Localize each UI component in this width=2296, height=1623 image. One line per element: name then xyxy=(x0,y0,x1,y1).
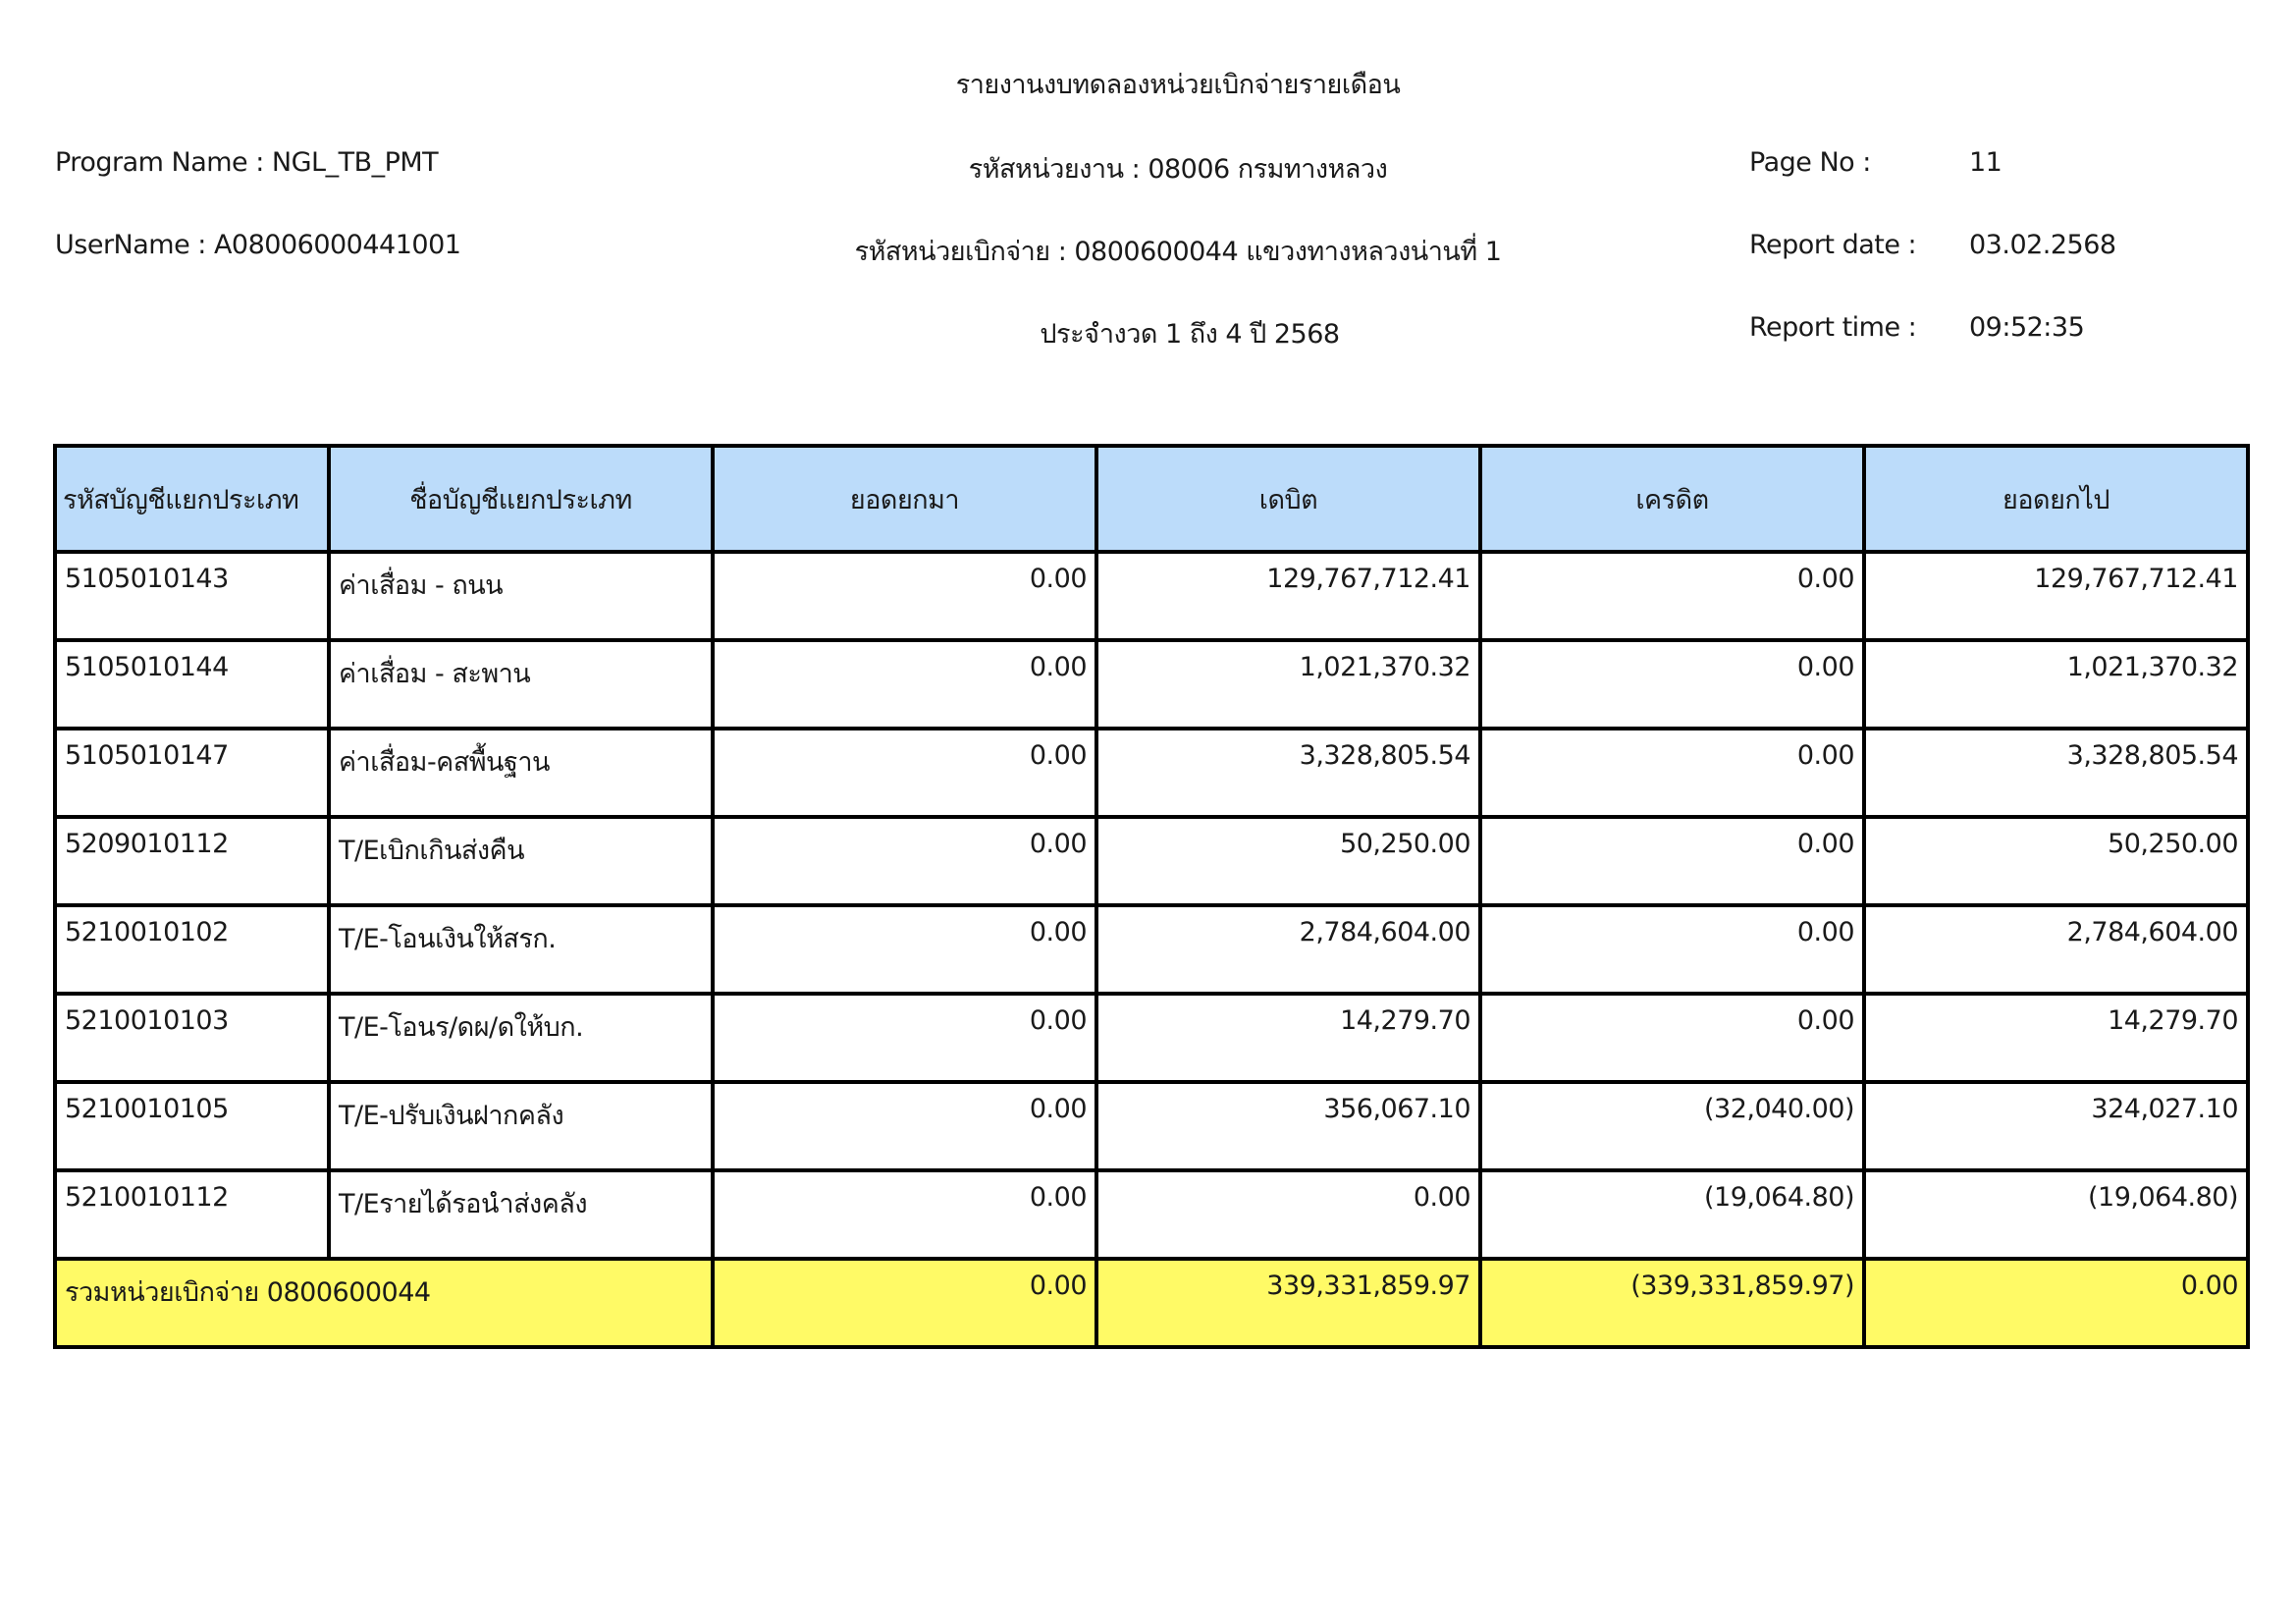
report-date-value: 03.02.2568 xyxy=(1969,230,2116,260)
page-no-label: Page No : xyxy=(1749,147,1871,178)
carried-forward: 3,328,805.54 xyxy=(1864,729,2248,817)
debit: 3,328,805.54 xyxy=(1096,729,1480,817)
total-brought-forward: 0.00 xyxy=(713,1259,1096,1347)
account-name: ค่าเสื่อม - สะพาน xyxy=(329,640,713,729)
brought-forward: 0.00 xyxy=(713,994,1096,1082)
brought-forward: 0.00 xyxy=(713,1082,1096,1170)
debit: 2,784,604.00 xyxy=(1096,905,1480,994)
brought-forward: 0.00 xyxy=(713,729,1096,817)
credit: 0.00 xyxy=(1480,729,1864,817)
report-time-label: Report time : xyxy=(1749,312,1917,343)
account-code: 5210010112 xyxy=(55,1170,329,1259)
account-name: T/E-โอนเงินให้สรก. xyxy=(329,905,713,994)
report-time-value: 09:52:35 xyxy=(1969,312,2085,343)
account-code: 5210010102 xyxy=(55,905,329,994)
account-code: 5105010143 xyxy=(55,552,329,640)
brought-forward: 0.00 xyxy=(713,905,1096,994)
page-no-value: 11 xyxy=(1969,147,2002,178)
credit: 0.00 xyxy=(1480,640,1864,729)
carried-forward: (19,064.80) xyxy=(1864,1170,2248,1259)
account-name: T/E-โอนร/ดผ/ดให้บก. xyxy=(329,994,713,1082)
credit: (19,064.80) xyxy=(1480,1170,1864,1259)
table-row xyxy=(55,905,2248,994)
report-period: ประจำงวด 1 ถึง 4 ปี 2568 xyxy=(1040,319,1340,350)
disbursement-unit: รหัสหน่วยเบิกจ่าย : 0800600044 แขวงทางหลวงน่านที่ 1 xyxy=(854,237,1502,267)
carried-forward: 1,021,370.32 xyxy=(1864,640,2248,729)
table-row xyxy=(55,817,2248,905)
account-code: 5105010147 xyxy=(55,729,329,817)
account-name: ค่าเสื่อม-คสพื้นฐาน xyxy=(329,729,713,817)
table-header-row xyxy=(55,446,2248,552)
account-name: ค่าเสื่อม - ถนน xyxy=(329,552,713,640)
carried-forward: 324,027.10 xyxy=(1864,1082,2248,1170)
col-header-debit: เดบิต xyxy=(1096,446,1480,552)
table-row xyxy=(55,994,2248,1082)
debit: 50,250.00 xyxy=(1096,817,1480,905)
col-header-account-code: รหัสบัญชีแยกประเภท xyxy=(55,446,329,552)
table-row xyxy=(55,640,2248,729)
report-date-label: Report date : xyxy=(1749,230,1917,260)
table-row xyxy=(55,729,2248,817)
carried-forward: 129,767,712.41 xyxy=(1864,552,2248,640)
debit: 14,279.70 xyxy=(1096,994,1480,1082)
col-header-account-name: ชื่อบัญชีแยกประเภท xyxy=(329,446,713,552)
debit: 129,767,712.41 xyxy=(1096,552,1480,640)
carried-forward: 14,279.70 xyxy=(1864,994,2248,1082)
debit: 0.00 xyxy=(1096,1170,1480,1259)
account-code: 5210010105 xyxy=(55,1082,329,1170)
brought-forward: 0.00 xyxy=(713,640,1096,729)
col-header-credit: เครดิต xyxy=(1480,446,1864,552)
username: UserName : A08006000441001 xyxy=(55,230,461,260)
agency-code: รหัสหน่วยงาน : 08006 กรมทางหลวง xyxy=(968,154,1388,185)
brought-forward: 0.00 xyxy=(713,817,1096,905)
total-debit: 339,331,859.97 xyxy=(1096,1259,1480,1347)
carried-forward: 2,784,604.00 xyxy=(1864,905,2248,994)
report-title: รายงานงบทดลองหน่วยเบิกจ่ายรายเดือน xyxy=(955,70,1401,100)
col-header-carried-forward: ยอดยกไป xyxy=(1864,446,2248,552)
col-header-brought-forward: ยอดยกมา xyxy=(713,446,1096,552)
account-code: 5210010103 xyxy=(55,994,329,1082)
account-name: T/Eรายได้รอนำส่งคลัง xyxy=(329,1170,713,1259)
debit: 356,067.10 xyxy=(1096,1082,1480,1170)
credit: (32,040.00) xyxy=(1480,1082,1864,1170)
total-credit: (339,331,859.97) xyxy=(1480,1259,1864,1347)
trial-balance-table xyxy=(53,444,2250,1349)
account-code: 5105010144 xyxy=(55,640,329,729)
account-code: 5209010112 xyxy=(55,817,329,905)
account-name: T/Eเบิกเกินส่งคืน xyxy=(329,817,713,905)
debit: 1,021,370.32 xyxy=(1096,640,1480,729)
table-row xyxy=(55,552,2248,640)
table-row xyxy=(55,1082,2248,1170)
total-label: รวมหน่วยเบิกจ่าย 0800600044 xyxy=(55,1259,713,1347)
carried-forward: 50,250.00 xyxy=(1864,817,2248,905)
brought-forward: 0.00 xyxy=(713,552,1096,640)
brought-forward: 0.00 xyxy=(713,1170,1096,1259)
total-row xyxy=(55,1259,2248,1347)
program-name: Program Name : NGL_TB_PMT xyxy=(55,147,439,178)
account-name: T/E-ปรับเงินฝากคลัง xyxy=(329,1082,713,1170)
table-row xyxy=(55,1170,2248,1259)
credit: 0.00 xyxy=(1480,994,1864,1082)
total-carried-forward: 0.00 xyxy=(1864,1259,2248,1347)
credit: 0.00 xyxy=(1480,905,1864,994)
credit: 0.00 xyxy=(1480,817,1864,905)
credit: 0.00 xyxy=(1480,552,1864,640)
